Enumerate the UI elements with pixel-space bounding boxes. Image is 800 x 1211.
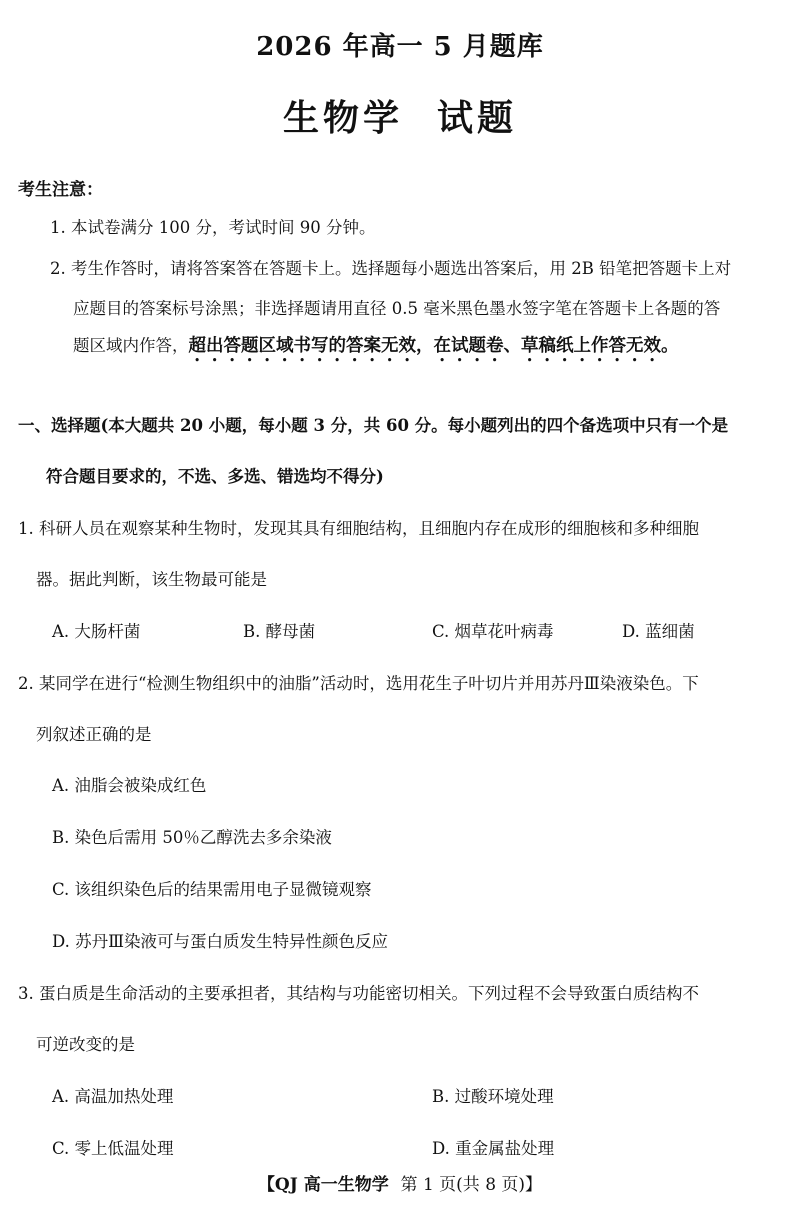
question-2-option-d: D. 苏丹Ⅲ染液可与蛋白质发生特异性颜色反应 <box>52 932 389 951</box>
question-3-option-c: C. 零上低温处理 <box>52 1139 174 1158</box>
question-1-option-c: C. 烟草花叶病毒 <box>432 622 554 641</box>
page-footer <box>0 1170 800 1195</box>
question-2-option-b: B. 染色后需用 50％乙醇洗去多余染液 <box>52 828 332 847</box>
exam-title: 2026 年高一 5 月题库 <box>256 32 544 62</box>
section-heading: 一、选择题(本大题共 20 小题，每小题 3 分，共 60 分。每小题列出的四个备选项中只有一个是 <box>18 416 729 435</box>
question-3-option-a: A. 高温加热处理 <box>52 1087 174 1106</box>
question-1-option-d: D. 蓝细菌 <box>622 622 695 641</box>
question-3-option-b: B. 过酸环境处理 <box>432 1087 554 1106</box>
question-3-stem-cont: 可逆改变的是 <box>36 1035 135 1054</box>
question-2-stem: 2. 某同学在进行“检测生物组织中的油脂”活动时，选用花生子叶切片并用苏丹Ⅲ染液染色。下 <box>18 674 699 693</box>
footer-page-number: 第 1 页(共 8 页)】 <box>400 1175 543 1195</box>
section-heading-cont: 符合题目要求的，不选、多选、错选均不得分) <box>46 467 384 486</box>
question-2-option-c: C. 该组织染色后的结果需用电子显微镜观察 <box>52 880 372 899</box>
question-1-option-a: A. 大肠杆菌 <box>52 622 141 641</box>
notice-heading: 考生注意： <box>18 180 103 200</box>
subject-title <box>0 90 800 141</box>
footer-tag: 【QJ 高一生物学 <box>257 1175 389 1195</box>
paper-label: 试题 <box>437 97 518 139</box>
notice-item-2-tail: 题区域内作答， <box>73 336 189 355</box>
question-1-stem-cont: 器。据此判断，该生物最可能是 <box>36 570 267 589</box>
notice-item-2: 2. 考生作答时，请将答案答在答题卡上。选择题每小题选出答案后，用 2B 铅笔把答题卡上对 <box>50 259 732 278</box>
subject-name: 生物学 <box>282 97 403 139</box>
question-2-option-a: A. 油脂会被染成红色 <box>52 776 207 795</box>
notice-item-2-cont: 应题目的答案标号涂黑；非选择题请用直径 0.5 毫米黑色墨水签字笔在答题卡上各题的答 <box>73 299 721 318</box>
question-3-stem: 3. 蛋白质是生命活动的主要承担者，其结构与功能密切相关。下列过程不会导致蛋白质结构不 <box>18 984 699 1003</box>
notice-item-2-end <box>73 332 679 366</box>
question-1-option-b: B. 酵母菌 <box>243 622 316 641</box>
notice-item-1: 1. 本试卷满分 100 分，考试时间 90 分钟。 <box>50 218 376 237</box>
notice-emphasis: 超出答题区域书写的答案无效，在试题卷、草稿纸上作答无效。 <box>188 336 679 356</box>
question-3-option-d: D. 重金属盐处理 <box>432 1139 555 1158</box>
question-2-stem-cont: 列叙述正确的是 <box>36 725 152 744</box>
question-1-stem: 1. 科研人员在观察某种生物时，发现其具有细胞结构，且细胞内存在成形的细胞核和多种细胞 <box>18 519 699 538</box>
